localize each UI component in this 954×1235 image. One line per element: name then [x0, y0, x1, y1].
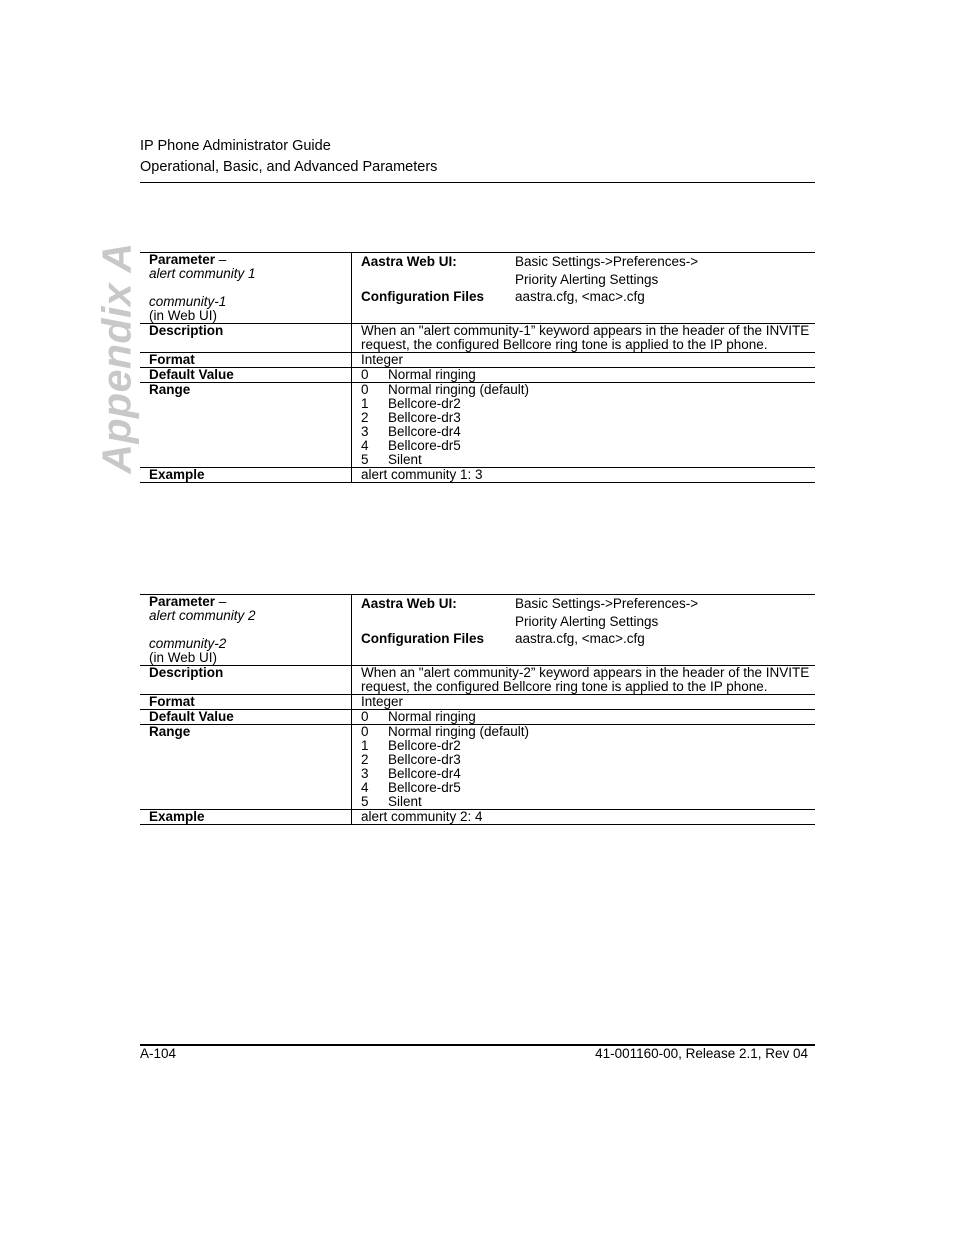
range-num: 4 [361, 780, 369, 795]
webui-parameter-name: community-2 [149, 636, 227, 651]
table-row [140, 368, 815, 383]
aastra-webui-label: Aastra Web UI: [361, 596, 457, 611]
list-item [361, 739, 815, 753]
range-num: 5 [361, 794, 369, 809]
parameter-label: Parameter [149, 252, 216, 267]
range-num: 0 [361, 382, 369, 397]
list-item [361, 781, 815, 795]
webui-note: (in Web UI) [149, 308, 218, 323]
list-item [361, 767, 815, 781]
default-num: 0 [361, 367, 369, 382]
config-files-value: aastra.cfg, <mac>.cfg [515, 631, 645, 646]
header-subtitle: Operational, Basic, and Advanced Parameters [140, 159, 438, 175]
format-value: Integer [352, 695, 816, 710]
location-cell [352, 253, 816, 324]
list-item [361, 425, 815, 439]
table-row [140, 725, 815, 810]
range-text: Bellcore-dr5 [388, 780, 461, 795]
table-row [140, 710, 815, 725]
range-num: 1 [361, 396, 369, 411]
parameter-cell [140, 253, 352, 324]
format-label: Format [140, 695, 352, 710]
table-row [140, 666, 815, 695]
list-item [361, 383, 815, 397]
table-row [140, 595, 815, 666]
aastra-webui-path: Basic Settings->Preferences-> [515, 254, 699, 269]
table-row [140, 353, 815, 368]
webui-parameter-name: community-1 [149, 294, 227, 309]
range-label: Range [140, 725, 352, 810]
header-title: IP Phone Administrator Guide [140, 138, 331, 154]
example-label: Example [140, 468, 352, 483]
range-text: Silent [388, 794, 422, 809]
list-item [361, 397, 815, 411]
list-item [361, 753, 815, 767]
range-text: Bellcore-dr4 [388, 766, 461, 781]
table-row [140, 695, 815, 710]
range-values [352, 383, 816, 468]
webui-note: (in Web UI) [149, 650, 218, 665]
list-item [361, 795, 815, 809]
config-files-label: Configuration Files [361, 289, 484, 304]
aastra-webui-label: Aastra Web UI: [361, 254, 457, 269]
description-text: When an "alert community-1” keyword appears in the header of the INVITE request, the configured Bellcore ring tone is applied to the IP phone. [352, 324, 816, 353]
table-row [140, 253, 815, 324]
range-text: Bellcore-dr2 [388, 738, 461, 753]
range-text: Bellcore-dr4 [388, 424, 461, 439]
range-num: 1 [361, 738, 369, 753]
range-num: 3 [361, 766, 369, 781]
range-text: Silent [388, 452, 422, 467]
config-files-value: aastra.cfg, <mac>.cfg [515, 289, 645, 304]
range-num: 5 [361, 452, 369, 467]
parameter-dash: – [215, 594, 227, 609]
parameter-label: Parameter [149, 594, 216, 609]
default-text: Normal ringing [388, 367, 476, 382]
default-value-label: Default Value [140, 368, 352, 383]
list-item [361, 453, 815, 467]
format-label: Format [140, 353, 352, 368]
default-text: Normal ringing [388, 709, 476, 724]
list-item [361, 411, 815, 425]
aastra-webui-path: Basic Settings->Preferences-> [515, 596, 699, 611]
range-label: Range [140, 383, 352, 468]
parameter-table-2 [140, 594, 815, 825]
parameter-cell [140, 595, 352, 666]
range-num: 0 [361, 724, 369, 739]
description-label: Description [140, 324, 352, 353]
table-row [140, 810, 815, 825]
location-cell [352, 595, 816, 666]
default-value [352, 710, 816, 725]
aastra-webui-path-cont: Priority Alerting Settings [515, 271, 659, 287]
default-num: 0 [361, 709, 369, 724]
default-value [352, 368, 816, 383]
range-text: Normal ringing (default) [388, 382, 530, 397]
range-text: Bellcore-dr2 [388, 396, 461, 411]
range-num: 3 [361, 424, 369, 439]
table-row [140, 383, 815, 468]
page-number: A-104 [140, 1046, 177, 1061]
range-num: 2 [361, 752, 369, 767]
default-value-label: Default Value [140, 710, 352, 725]
format-value: Integer [352, 353, 816, 368]
document-id: 41-001160-00, Release 2.1, Rev 04 [595, 1046, 808, 1061]
range-text: Bellcore-dr3 [388, 410, 461, 425]
list-item [361, 725, 815, 739]
parameter-name: alert community 1 [149, 266, 256, 281]
parameter-name: alert community 2 [149, 608, 256, 623]
range-values [352, 725, 816, 810]
parameter-table-1 [140, 252, 815, 483]
running-header [140, 136, 815, 178]
range-num: 2 [361, 410, 369, 425]
table-row [140, 468, 815, 483]
range-text: Normal ringing (default) [388, 724, 530, 739]
example-label: Example [140, 810, 352, 825]
aastra-webui-path-cont: Priority Alerting Settings [515, 613, 659, 629]
range-text: Bellcore-dr5 [388, 438, 461, 453]
range-text: Bellcore-dr3 [388, 752, 461, 767]
parameter-dash: – [215, 252, 227, 267]
example-value: alert community 2: 4 [352, 810, 816, 825]
appendix-label: Appendix A [93, 242, 140, 474]
table-row [140, 324, 815, 353]
config-files-label: Configuration Files [361, 631, 484, 646]
list-item [361, 439, 815, 453]
example-value: alert community 1: 3 [352, 468, 816, 483]
header-rule [140, 182, 815, 183]
description-label: Description [140, 666, 352, 695]
description-text: When an "alert community-2” keyword appears in the header of the INVITE request, the configured Bellcore ring tone is applied to the IP phone. [352, 666, 816, 695]
range-num: 4 [361, 438, 369, 453]
